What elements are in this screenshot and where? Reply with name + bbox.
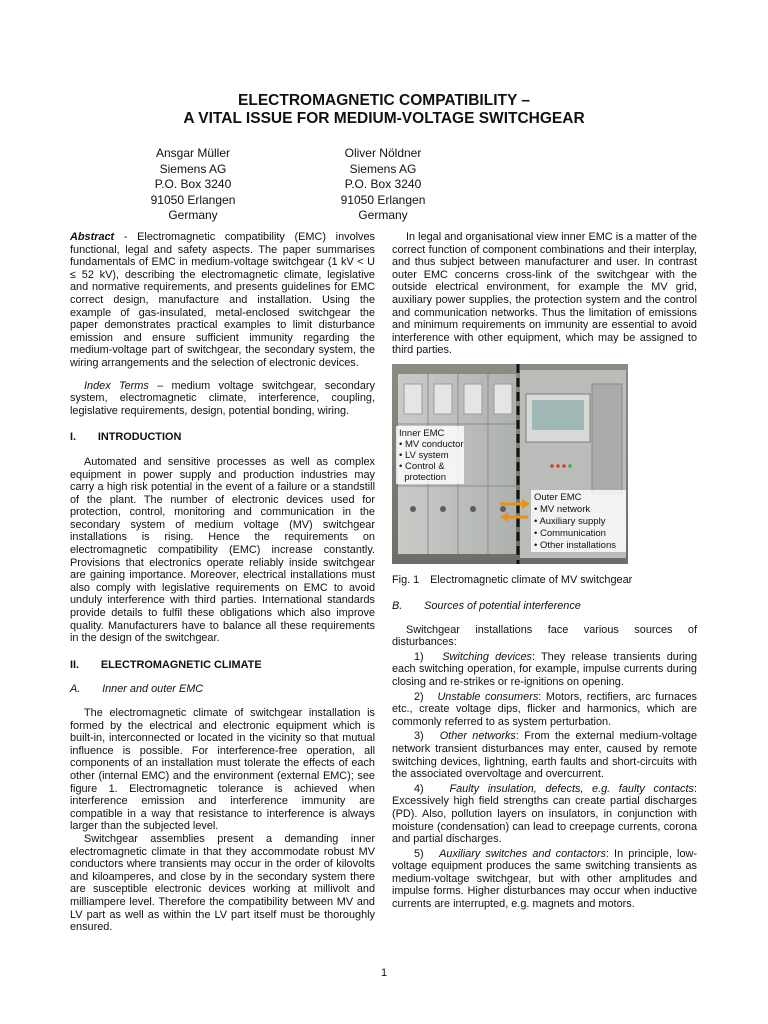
abstract-text: - Electromagnetic compatibility (EMC) involves functional, legal and safety aspects. The paper summarises fundamentals of EMC in medium-voltage switchgear (1 kV < U ≤ 52 kV), describing the electromagnetic climate, legislative and normative requirements, and presents guidelines for EMC correct design, manufacture and installation. Using the example of gas-insulated, metal-enclosed switchgear the paper demonstrates practical examples to limit disturbance emission and ensure sufficient immunity regarding the medium-voltage part of switchgear, the secondary system, the wiring arrangements and the selection of electronic devices. [70, 231, 375, 369]
author-city: 91050 Erlangen [340, 192, 426, 207]
figure-1-caption: Fig. 1 Electromagnetic climate of MV switchgear [392, 574, 633, 586]
item-number: 2) [414, 690, 424, 703]
inner-emc-label-box [399, 428, 464, 483]
item-text: : In principle, low-voltage equipment produces the same switching transients as medium-voltage switchgear, but with other amplitudes and impulse forms. Higher disturbances may occur when inductive currents are interrupted, e.g. magnets and motors. [392, 847, 697, 911]
section-1-heading: I. INTRODUCTION [70, 431, 182, 444]
paper-title-line-2: A VITAL ISSUE FOR MEDIUM-VOLTAGE SWITCHGEAR [183, 110, 585, 127]
item-text: : From the external medium-voltage network transient disturbances may enter, caused by remote switching devices, lightning, earth faults and short-circuits with the associated overvoltage and overcurrent. [392, 730, 698, 781]
index-terms-paragraph [70, 380, 375, 418]
author-org: Siemens AG [159, 161, 227, 176]
subsection-a-paragraph-3: In legal and organisational view inner EMC is a matter of the correct function of component combinations and their interplay, and thus subject between manufacturer and user. In contrast outer EMC concerns cross-link of the switchgear with the outside electrical environment, for example the MV grid, auxiliary power supplies, the protection system and the control and communication networks. Thus the limitation of emissions and minimum requirements on immunity are essential to avoid interference with other equipment, which may be assigned to third parties. [392, 231, 697, 357]
author-country: Germany [168, 208, 218, 222]
right-column-top [392, 231, 697, 357]
item-number: 4) [414, 782, 424, 795]
author-box: P.O. Box 3240 [154, 177, 232, 191]
abstract-label: Abstract [70, 231, 115, 243]
page-number: 1 [380, 967, 388, 979]
section-1-paragraph: Automated and sensitive processes as well as complex equipment in power supply and production industries may carry a high risk potential in the event of a failure or a standstill of the plant. The number of electronic devices used for protection, control, monitoring and communication in the secondary system of medium voltage (MV) switchgear installations is rising. Hence the requirements on electromagnetic compatibility (EMC) increase constantly. Provisions that electronics operate reliably inside switchgear are gaining importance. Moreover, electrical installations must also comply with legislative requirements on EMC to avoid unduly interference with third parties. International standards provide details to fulfil these obligations which also improve quality. Manufacturers have to balance all these requirements in the design of the switchgear. [70, 455, 375, 645]
item-text: : Excessively high field strengths can create partial discharges (PD). Also, pollution layers on insulators, in conjunction with moisture (condensation) can lead to creepage currents, corona and partial discharges. [392, 782, 698, 846]
author-name: Oliver Nöldner [344, 146, 422, 160]
author-block-1 [93, 146, 293, 224]
item-number: 3) [414, 730, 424, 743]
interference-item-1 [392, 651, 697, 689]
outer-emc-item: • Auxiliary supply [534, 516, 606, 527]
section-2-heading: II. ELECTROMAGNETIC CLIMATE [70, 658, 262, 671]
outer-emc-item: • Other installations [534, 540, 617, 551]
item-term: Auxiliary switches and contactors [439, 847, 606, 860]
item-number: 1) [414, 650, 424, 663]
index-terms-text: – medium voltage switchgear, secondary system, electromagnetic climate, interference, coupling, legislative requirements, design, potential bonding, wiring. [70, 379, 375, 417]
inner-emc-title: Inner EMC [399, 428, 445, 439]
author-name: Ansgar Müller [155, 146, 231, 160]
subsection-a-paragraph-1: The electromagnetic climate of switchgear installation is formed by the electrical and electronic equipment which is built-in, interconnected or located in the vicinity so that mutual influence is possible. For interference-free operation, all components of an installation must tolerate the effects of each other (internal EMC) and the environment (external EMC); see figure 1. Electromagnetic tolerance is achieved when interference emission and interference immunity are compatible in a way that resistance to interference is always larger than the subjected level. [70, 707, 375, 833]
inner-emc-item: protection [399, 472, 446, 483]
subsection-b-heading: B. Sources of potential interference [392, 600, 581, 612]
outer-emc-item: • MV network [534, 504, 591, 515]
figure-1-switchgear-photo [392, 364, 628, 564]
item-text: : They release transients during each switching operation, for example, impulse currents during closing and re-strikes or re-ignitions on opening. [392, 650, 698, 688]
right-column-bottom [392, 600, 697, 911]
outer-emc-item: • Communication [534, 528, 606, 539]
author-city: 91050 Erlangen [150, 192, 236, 207]
author-block-2 [283, 146, 483, 224]
subsection-a-paragraph-2: Switchgear assemblies present a demanding inner electromagnetic climate in that they accommodate robust MV conductors where transients may occur in the order of kilovolts and kiloamperes, and close by in the secondary system there are susceptible electronic devices working at millivolt and milliampere level. Therefore the compatibility between MV and LV part as well as within the LV part itself must be thoroughly ensured. [70, 832, 375, 934]
inner-emc-item: • Control & [399, 461, 445, 472]
item-term: Other networks [439, 730, 516, 743]
item-text: : Motors, rectifiers, arc furnaces etc., create voltage dips, flicker and harmonics, which are commonly referred to as system perturbation. [392, 690, 697, 728]
subsection-b-intro: Switchgear installations face various sources of disturbances: [392, 623, 697, 649]
author-country: Germany [358, 208, 408, 222]
author-org: Siemens AG [349, 161, 417, 176]
left-column [70, 231, 375, 934]
subsection-a-heading: A. Inner and outer EMC [70, 683, 204, 696]
item-term: Faulty insulation, defects, e.g. faulty contacts [449, 782, 694, 795]
paper-title-line-1: ELECTROMAGNETIC COMPATIBILITY – [238, 92, 530, 109]
inner-emc-item: • MV conductor [399, 439, 464, 450]
interference-item-4 [392, 783, 697, 846]
item-term: Unstable consumers [437, 690, 539, 703]
item-number: 5) [414, 847, 424, 860]
interference-item-5 [392, 848, 697, 911]
abstract-paragraph [70, 231, 375, 370]
author-box: P.O. Box 3240 [344, 177, 422, 191]
inner-emc-item: • LV system [399, 450, 449, 461]
item-term: Switching devices [442, 650, 532, 663]
interference-item-3 [392, 730, 697, 780]
index-terms-label: Index Terms [84, 379, 149, 392]
outer-emc-label-box [534, 492, 616, 552]
interference-item-2 [392, 691, 697, 729]
outer-emc-title: Outer EMC [534, 492, 582, 503]
